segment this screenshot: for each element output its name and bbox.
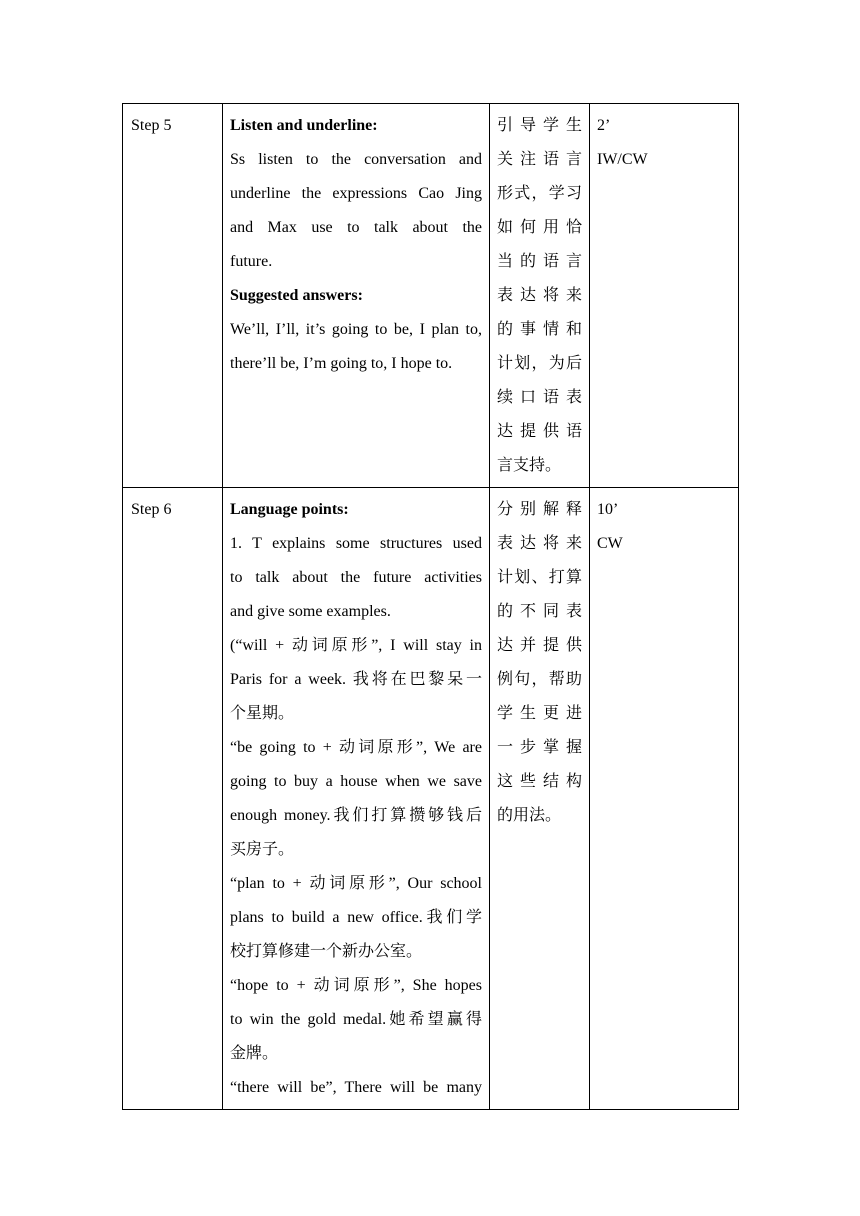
purpose-line: 达并提供 [497, 637, 582, 654]
procedure-line: 1. T explains some structures used [230, 535, 482, 552]
procedure-line: “hope to + 动词原形”, She hopes [230, 977, 482, 994]
procedure-line: there’ll be, I’m going to, I hope to. [230, 355, 453, 372]
purpose-cell [490, 104, 590, 488]
purpose-line: 学生更进 [497, 705, 582, 722]
procedure-line: plans to build a new office.我们学 [230, 909, 482, 926]
table-row [123, 488, 739, 1110]
time-minutes: 10’ [597, 501, 619, 518]
purpose-line: 关注语言 [497, 151, 582, 168]
purpose-line: 分别解释 [497, 501, 582, 518]
section-heading: Listen and underline: [230, 117, 378, 134]
section-heading: Suggested answers: [230, 287, 363, 304]
procedure-line: We’ll, I’ll, it’s going to be, I plan to, [230, 321, 482, 338]
step-cell [123, 488, 223, 1110]
time-cell [590, 488, 739, 1110]
purpose-line: 一步掌握 [497, 739, 582, 756]
procedure-cell [223, 488, 490, 1110]
purpose-line: 如何用恰 [497, 219, 582, 236]
procedure-line: “plan to + 动词原形”, Our school [230, 875, 482, 892]
procedure-line: “be going to + 动词原形”, We are [230, 739, 482, 756]
procedure-line: 金牌。 [230, 1045, 279, 1062]
procedure-line: Ss listen to the conversation and [230, 151, 482, 168]
procedure-line: future. [230, 253, 273, 270]
time-cell [590, 104, 739, 488]
procedure-line: going to buy a house when we save [230, 773, 482, 790]
procedure-line: underline the expressions Cao Jing [230, 185, 482, 202]
step-cell [123, 104, 223, 488]
purpose-line: 的事情和 [497, 321, 582, 338]
purpose-line: 例句，帮助 [497, 671, 582, 688]
purpose-line: 计划、打算 [497, 569, 582, 586]
purpose-line: 计划，为后 [497, 355, 582, 372]
purpose-line: 表达将来 [497, 535, 582, 552]
purpose-line: 达提供语 [497, 423, 582, 440]
interaction-mode: CW [597, 535, 623, 552]
procedure-line: and give some examples. [230, 603, 391, 620]
procedure-text [223, 488, 489, 1109]
procedure-line: (“will + 动词原形”, I will stay in [230, 637, 482, 654]
procedure-line: 校打算修建一个新办公室。 [230, 943, 423, 960]
procedure-line: “there will be”, There will be many [230, 1079, 482, 1096]
procedure-line: to win the gold medal.她希望赢得 [230, 1011, 482, 1028]
purpose-line: 引导学生 [497, 117, 582, 134]
procedure-line: 个星期。 [230, 705, 295, 722]
purpose-line: 当的语言 [497, 253, 582, 270]
purpose-line: 形式，学习 [497, 185, 582, 202]
section-heading: Language points: [230, 501, 349, 518]
procedure-line: enough money.我们打算攒够钱后 [230, 807, 482, 824]
lesson-plan-table [122, 103, 739, 1110]
purpose-text [490, 488, 589, 837]
time-minutes: 2’ [597, 117, 611, 134]
step-label: Step 5 [131, 117, 172, 134]
interaction-mode: IW/CW [597, 151, 648, 168]
procedure-cell [223, 104, 490, 488]
step-label: Step 6 [131, 501, 172, 518]
procedure-line: Paris for a week. 我将在巴黎呆一 [230, 671, 482, 688]
table-row [123, 104, 739, 488]
procedure-line: 买房子。 [230, 841, 295, 858]
procedure-line: and Max use to talk about the [230, 219, 482, 236]
purpose-line: 这些结构 [497, 773, 582, 790]
purpose-line: 的不同表 [497, 603, 582, 620]
purpose-cell [490, 488, 590, 1110]
purpose-line: 言支持。 [497, 457, 562, 474]
purpose-line: 的用法。 [497, 807, 562, 824]
procedure-text [223, 104, 489, 385]
purpose-line: 表达将来 [497, 287, 582, 304]
procedure-line: to talk about the future activities [230, 569, 482, 586]
purpose-text [490, 104, 589, 487]
purpose-line: 续口语表 [497, 389, 582, 406]
